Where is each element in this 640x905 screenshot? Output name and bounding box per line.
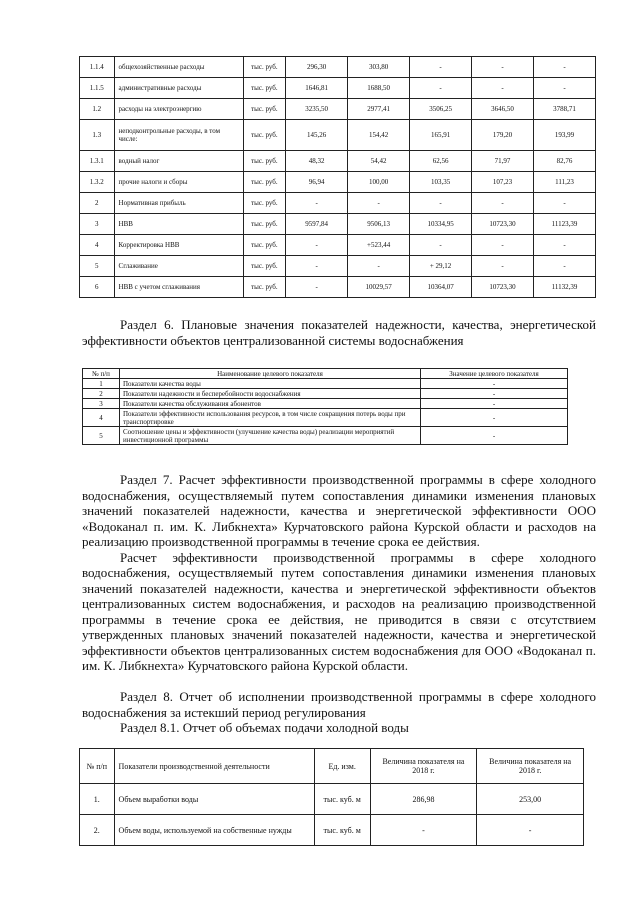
row-number: 1.3 xyxy=(80,120,115,151)
row-value: 48,32 xyxy=(286,151,348,172)
row-value: - xyxy=(286,256,348,277)
row-value: 10029,57 xyxy=(348,277,410,298)
row-value: - xyxy=(421,399,568,409)
row-number: 5 xyxy=(80,256,115,277)
row-value: 1688,50 xyxy=(348,78,410,99)
row-number: 5 xyxy=(83,427,120,445)
row-value: - xyxy=(370,815,477,846)
section-7-paragraph-2: Расчет эффективности производственной программы в сфере холодного водоснабжения, осуществляемый путем сопоставления динамики изменения плановых значений показателей надежности, качества и энергетической эффективности объектов централизованных систем водоснабжения, и расходов на реализацию производственной программы в течение срока ее действия, не приводится в связи с отсутствием утвержденных плановых значений показателей надежности, качества и энергетической эффективности объектов централизованных систем водоснабжения для ООО «Водоканал п. им. К. Либкнехта» Курчатовского района Курской области. xyxy=(82,549,596,673)
row-value: 103,35 xyxy=(410,172,472,193)
row-value: - xyxy=(534,57,596,78)
row-value: 253,00 xyxy=(477,784,584,815)
row-value: - xyxy=(410,57,472,78)
section-8-1-heading: Раздел 8.1. Отчет об объемах подачи холодной воды xyxy=(120,720,409,735)
row-value: 9597,84 xyxy=(286,214,348,235)
row-number: 2 xyxy=(80,193,115,214)
row-number: 2. xyxy=(80,815,115,846)
row-name: Показатели надежности и бесперебойности водоснабжения xyxy=(120,389,421,399)
row-unit: тыс. руб. xyxy=(243,120,286,151)
row-name: Объем воды, используемой на собственные нужды xyxy=(114,815,314,846)
table-row xyxy=(83,389,568,399)
row-value: 62,56 xyxy=(410,151,472,172)
row-unit: тыс. руб. xyxy=(243,277,286,298)
section-6-heading xyxy=(82,317,596,348)
table-row xyxy=(80,235,596,256)
row-number: 1.1.5 xyxy=(80,78,115,99)
row-number: 1.1.4 xyxy=(80,57,115,78)
row-value: - xyxy=(534,193,596,214)
row-unit: тыс. куб. м xyxy=(314,784,370,815)
row-name: Корректировка НВВ xyxy=(114,235,243,256)
row-value: 10364,07 xyxy=(410,277,472,298)
row-value: - xyxy=(410,193,472,214)
header-value-2: Величина показателя на 2018 г. xyxy=(477,749,584,784)
row-value: 10723,30 xyxy=(472,277,534,298)
table-row xyxy=(80,256,596,277)
row-value: +523,44 xyxy=(348,235,410,256)
row-value: 10723,30 xyxy=(472,214,534,235)
table-row xyxy=(83,427,568,445)
row-value: 3788,71 xyxy=(534,99,596,120)
row-number: 1. xyxy=(80,784,115,815)
row-unit: тыс. руб. xyxy=(243,235,286,256)
row-value: - xyxy=(421,409,568,427)
row-value: - xyxy=(472,193,534,214)
row-value: 3235,50 xyxy=(286,99,348,120)
row-value: 145,26 xyxy=(286,120,348,151)
table-row xyxy=(80,815,584,846)
table-header-row xyxy=(80,749,584,784)
row-name: неподконтрольные расходы, в том числе: xyxy=(114,120,243,151)
row-number: 3 xyxy=(80,214,115,235)
row-number: 2 xyxy=(83,389,120,399)
row-unit: тыс. руб. xyxy=(243,172,286,193)
header-number: № п/п xyxy=(80,749,115,784)
row-value: 165,91 xyxy=(410,120,472,151)
table-row xyxy=(80,214,596,235)
row-value: - xyxy=(410,235,472,256)
table-row xyxy=(83,399,568,409)
header-unit: Ед. изм. xyxy=(314,749,370,784)
section-7-paragraph-1: Раздел 7. Расчет эффективности производственной программы в сфере холодного водоснабжения, осуществляемый путем сопоставления динамики изменения плановых значений показателей надежности, качества и энергетической эффективности ООО «Водоканал п. им. К. Либкнехта» Курчатовского района Курской области и расходов на реализацию производственной программы в течение срока ее действия. xyxy=(82,472,596,549)
table-row xyxy=(83,379,568,389)
row-value: - xyxy=(472,57,534,78)
row-number: 1.3.1 xyxy=(80,151,115,172)
row-unit: тыс. руб. xyxy=(243,214,286,235)
row-value: 1646,81 xyxy=(286,78,348,99)
row-unit: тыс. руб. xyxy=(243,193,286,214)
table-row xyxy=(80,120,596,151)
water-supply-table xyxy=(79,748,584,846)
row-value: 96,94 xyxy=(286,172,348,193)
table-row xyxy=(80,57,596,78)
row-name: Сглаживание xyxy=(114,256,243,277)
row-value: 303,80 xyxy=(348,57,410,78)
row-value: 286,98 xyxy=(370,784,477,815)
row-value: 193,99 xyxy=(534,120,596,151)
row-name: расходы на электроэнергию xyxy=(114,99,243,120)
row-value: - xyxy=(410,78,472,99)
row-value: - xyxy=(534,78,596,99)
row-name: НВВ с учетом сглаживания xyxy=(114,277,243,298)
row-value: 111,23 xyxy=(534,172,596,193)
row-number: 1.3.2 xyxy=(80,172,115,193)
row-value: - xyxy=(421,427,568,445)
table-header-row xyxy=(83,369,568,379)
row-value: - xyxy=(472,256,534,277)
row-value: 3646,50 xyxy=(472,99,534,120)
row-value: + 29,12 xyxy=(410,256,472,277)
header-value-1: Величина показателя на 2018 г. xyxy=(370,749,477,784)
row-value: 154,42 xyxy=(348,120,410,151)
row-number: 6 xyxy=(80,277,115,298)
table-row xyxy=(80,277,596,298)
row-unit: тыс. руб. xyxy=(243,57,286,78)
section-8 xyxy=(82,689,596,736)
table-row xyxy=(80,78,596,99)
row-unit: тыс. куб. м xyxy=(314,815,370,846)
table-row xyxy=(80,99,596,120)
row-value: - xyxy=(286,235,348,256)
row-number: 1.2 xyxy=(80,99,115,120)
row-value: - xyxy=(421,389,568,399)
row-name: административные расходы xyxy=(114,78,243,99)
row-name: Показатели качества обслуживания абонентов xyxy=(120,399,421,409)
row-unit: тыс. руб. xyxy=(243,99,286,120)
header-name: Наименование целевого показателя xyxy=(120,369,421,379)
section-8-heading: Раздел 8. Отчет об исполнении производственной программы в сфере холодного водоснабжения за истекший период регулирования xyxy=(82,689,596,720)
row-value: 100,00 xyxy=(348,172,410,193)
table-row xyxy=(80,151,596,172)
row-value: - xyxy=(286,193,348,214)
row-value: - xyxy=(477,815,584,846)
section-6-text: Раздел 6. Плановые значения показателей надежности, качества, энергетической эффективности объектов централизованной системы водоснабжения xyxy=(82,317,596,348)
row-value: 82,76 xyxy=(534,151,596,172)
row-value: - xyxy=(348,193,410,214)
row-value: - xyxy=(286,277,348,298)
row-value: - xyxy=(534,235,596,256)
row-name: Показатели качества воды xyxy=(120,379,421,389)
row-value: 11132,39 xyxy=(534,277,596,298)
row-name: Соотношение цены и эффективности (улучшение качества воды) реализации мероприятий инвестиционной программы xyxy=(120,427,421,445)
header-number: № п/п xyxy=(83,369,120,379)
table-row xyxy=(80,193,596,214)
expenses-table xyxy=(79,56,596,298)
row-name: общехозяйственные расходы xyxy=(114,57,243,78)
row-name: НВВ xyxy=(114,214,243,235)
row-value: 9506,13 xyxy=(348,214,410,235)
row-name: Нормативная прибыль xyxy=(114,193,243,214)
row-value: 296,30 xyxy=(286,57,348,78)
row-value: - xyxy=(348,256,410,277)
table-row xyxy=(83,409,568,427)
row-value: 10334,95 xyxy=(410,214,472,235)
row-value: 11123,39 xyxy=(534,214,596,235)
row-value: 54,42 xyxy=(348,151,410,172)
table-row xyxy=(80,172,596,193)
row-value: - xyxy=(534,256,596,277)
row-value: 107,23 xyxy=(472,172,534,193)
row-name: Показатели эффективности использования ресурсов, в том числе сокращения потерь воды при транспортировке xyxy=(120,409,421,427)
row-value: - xyxy=(472,235,534,256)
row-number: 1 xyxy=(83,379,120,389)
row-value: - xyxy=(472,78,534,99)
row-number: 4 xyxy=(80,235,115,256)
header-name: Показатели производственной деятельности xyxy=(114,749,314,784)
row-value: 179,20 xyxy=(472,120,534,151)
row-unit: тыс. руб. xyxy=(243,256,286,277)
row-value: 71,97 xyxy=(472,151,534,172)
row-number: 3 xyxy=(83,399,120,409)
target-indicators-table xyxy=(82,368,568,445)
row-value: - xyxy=(421,379,568,389)
row-unit: тыс. руб. xyxy=(243,151,286,172)
row-number: 4 xyxy=(83,409,120,427)
table-row xyxy=(80,784,584,815)
section-7 xyxy=(82,472,596,674)
row-name: водный налог xyxy=(114,151,243,172)
row-value: 2977,41 xyxy=(348,99,410,120)
row-name: прочие налоги и сборы xyxy=(114,172,243,193)
row-value: 3506,25 xyxy=(410,99,472,120)
row-name: Объем выработки воды xyxy=(114,784,314,815)
row-unit: тыс. руб. xyxy=(243,78,286,99)
header-value: Значение целевого показателя xyxy=(421,369,568,379)
